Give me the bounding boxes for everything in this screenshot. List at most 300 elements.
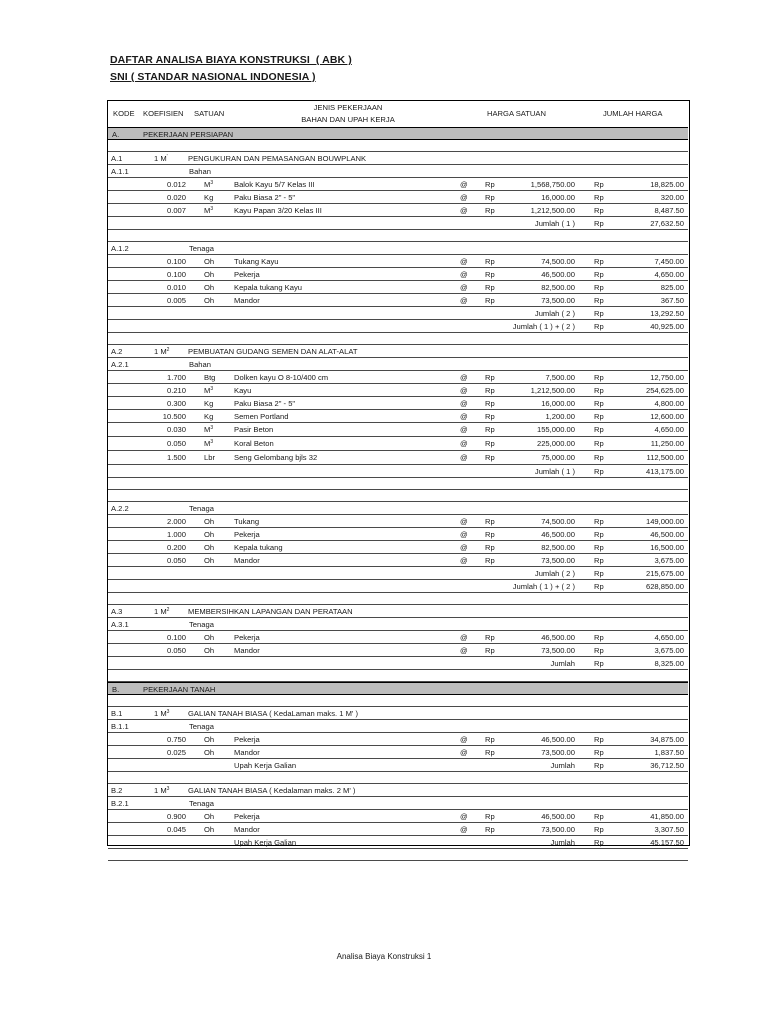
item-row (108, 451, 688, 465)
task-code: A.1 (111, 154, 123, 163)
item-koefisien: 0.100 (166, 257, 186, 266)
total-currency: Rp (594, 569, 604, 578)
subgroup-code: A.1.1 (111, 167, 129, 176)
item-unit-price: 73,500.00 (541, 646, 575, 655)
total-currency: Rp (594, 659, 604, 668)
item-at-sign: @ (460, 412, 468, 421)
item-amount: 11,250.00 (650, 439, 684, 448)
total-description: Upah Kerja Galian (234, 838, 297, 847)
spacer-row (108, 478, 688, 490)
subgroup-code: B.1.1 (111, 722, 129, 731)
item-koefisien: 0.045 (166, 825, 186, 834)
header-jenis-pekerjaan: JENIS PEKERJAAN (313, 103, 383, 112)
total-currency: Rp (594, 582, 604, 591)
document-title: DAFTAR ANALISA BIAYA KONSTRUKSI ( ABK ) (110, 54, 352, 66)
item-currency: Rp (594, 373, 604, 382)
item-amount: 149,000.00 (645, 517, 684, 526)
item-unit-price: 46,500.00 (541, 735, 575, 744)
item-at-sign: @ (460, 646, 468, 655)
item-unit-price: 73,500.00 (541, 825, 575, 834)
item-row (108, 191, 688, 204)
subgroup-label: Tenaga (189, 244, 214, 253)
total-amount: 45,157.50 (650, 838, 684, 847)
total-amount: 8,325.00 (654, 659, 684, 668)
item-koefisien: 2.000 (166, 517, 186, 526)
item-currency: Rp (485, 399, 495, 408)
item-at-sign: @ (460, 373, 468, 382)
task-title: PEMBUATAN GUDANG SEMEN DAN ALAT-ALAT (188, 347, 358, 356)
item-row (108, 423, 688, 437)
total-label: Jumlah (550, 838, 575, 847)
item-currency: Rp (485, 270, 495, 279)
item-koefisien: 1.500 (166, 453, 186, 462)
total-currency: Rp (594, 838, 604, 847)
item-description: Kepala tukang Kayu (234, 283, 302, 292)
item-unit-price: 1,212,500.00 (530, 386, 575, 395)
spacer-row (108, 670, 688, 682)
item-amount: 3,675.00 (654, 646, 684, 655)
item-currency: Rp (485, 283, 495, 292)
item-row (108, 823, 688, 836)
item-unit-price: 74,500.00 (541, 257, 575, 266)
item-description: Semen Portland (234, 412, 289, 421)
spacer-row (108, 333, 688, 345)
table-header (108, 101, 688, 128)
subgroup-label: Tenaga (189, 504, 214, 513)
item-satuan: $M^3$ (204, 386, 214, 395)
task-row (108, 707, 688, 720)
task-row (108, 152, 688, 165)
subgroup-code: A.1.2 (111, 244, 129, 253)
subgroup-row (108, 502, 688, 515)
task-code: A.3 (111, 607, 123, 616)
item-description: Balok Kayu 5/7 Kelas III (234, 180, 315, 189)
item-row (108, 541, 688, 554)
page-footer: Analisa Biaya Konstruksi 1 (336, 952, 432, 961)
item-satuan: Oh (204, 646, 215, 655)
item-amount: 254,625.00 (645, 386, 684, 395)
item-satuan: Oh (204, 748, 215, 757)
item-unit-price: 46,500.00 (541, 812, 575, 821)
item-amount: 4,650.00 (654, 425, 684, 434)
task-unit: 1 $M^2$ (154, 607, 170, 616)
item-row (108, 810, 688, 823)
item-description: Seng Gelombang bjls 32 (234, 453, 318, 462)
subgroup-code: A.3.1 (111, 620, 129, 629)
item-unit-price: 46,500.00 (541, 530, 575, 539)
item-currency: Rp (485, 193, 495, 202)
item-currency: Rp (485, 543, 495, 552)
item-koefisien: 0.300 (166, 399, 186, 408)
item-currency: Rp (594, 646, 604, 655)
task-code: A.2 (111, 347, 123, 356)
item-satuan: Oh (204, 735, 215, 744)
task-code: B.1 (111, 709, 123, 718)
item-currency: Rp (485, 453, 495, 462)
item-koefisien: 0.025 (166, 748, 186, 757)
item-unit-price: 75,000.00 (541, 453, 575, 462)
section-code: A. (112, 130, 120, 139)
item-currency: Rp (594, 633, 604, 642)
item-amount: 1,837.50 (654, 748, 684, 757)
total-amount: 215,675.00 (645, 569, 684, 578)
spacer-row (108, 849, 688, 861)
task-unit: 1 $M^3$ (154, 786, 170, 795)
item-row (108, 515, 688, 528)
item-row (108, 528, 688, 541)
item-currency: Rp (485, 646, 495, 655)
item-amount: 18,825.00 (650, 180, 684, 189)
item-description: Pekerja (234, 270, 260, 279)
item-row (108, 384, 688, 397)
task-title: GALIAN TANAH BIASA ( KedaLaman maks. 1 M' ) (188, 709, 358, 718)
item-currency: Rp (485, 825, 495, 834)
item-row (108, 437, 688, 451)
item-amount: 4,650.00 (654, 633, 684, 642)
item-koefisien: 0.010 (166, 283, 186, 292)
item-at-sign: @ (460, 556, 468, 565)
total-amount: 13,292.50 (650, 309, 684, 318)
total-row (108, 836, 688, 849)
item-satuan: Oh (204, 633, 215, 642)
item-description: Kepala tukang (234, 543, 283, 552)
item-currency: Rp (485, 735, 495, 744)
total-currency: Rp (594, 761, 604, 770)
item-currency: Rp (594, 543, 604, 552)
item-satuan: Btg (204, 373, 216, 382)
item-at-sign: @ (460, 453, 468, 462)
total-label: Jumlah ( 1 ) (534, 467, 575, 476)
item-koefisien: 0.900 (166, 812, 186, 821)
item-koefisien: 0.050 (166, 646, 186, 655)
total-label: Jumlah ( 1 ) (534, 219, 575, 228)
item-at-sign: @ (460, 735, 468, 744)
item-at-sign: @ (460, 283, 468, 292)
item-at-sign: @ (460, 543, 468, 552)
item-unit-price: 46,500.00 (541, 633, 575, 642)
section-title: PEKERJAAN PERSIAPAN (143, 130, 234, 139)
item-currency: Rp (594, 556, 604, 565)
item-at-sign: @ (460, 425, 468, 434)
subgroup-label: Bahan (189, 167, 211, 176)
item-row (108, 644, 688, 657)
item-koefisien: 0.050 (166, 556, 186, 565)
item-amount: 41,850.00 (650, 812, 684, 821)
total-label: Jumlah ( 1 ) + ( 2 ) (512, 322, 575, 331)
item-description: Pekerja (234, 812, 260, 821)
item-description: Pekerja (234, 633, 260, 642)
item-unit-price: 82,500.00 (541, 543, 575, 552)
item-description: Mandor (234, 748, 260, 757)
item-currency: Rp (485, 373, 495, 382)
item-currency: Rp (594, 530, 604, 539)
header-harga-satuan: HARGA SATUAN (487, 109, 546, 118)
total-label: Jumlah (550, 659, 575, 668)
item-unit-price: 46,500.00 (541, 270, 575, 279)
item-description: Pekerja (234, 530, 260, 539)
item-satuan: Oh (204, 257, 215, 266)
item-at-sign: @ (460, 386, 468, 395)
item-currency: Rp (594, 399, 604, 408)
item-satuan: $M^3$ (204, 180, 214, 189)
item-satuan: Oh (204, 556, 215, 565)
item-row (108, 371, 688, 384)
subgroup-row (108, 358, 688, 371)
task-row (108, 345, 688, 358)
item-amount: 4,650.00 (654, 270, 684, 279)
item-currency: Rp (594, 517, 604, 526)
item-currency: Rp (485, 386, 495, 395)
task-title: MEMBERSIHKAN LAPANGAN DAN PERATAAN (188, 607, 353, 616)
item-koefisien: 0.100 (166, 270, 186, 279)
item-currency: Rp (594, 296, 604, 305)
task-unit: 1 $M^2$ (154, 347, 170, 356)
item-row (108, 281, 688, 294)
total-currency: Rp (594, 219, 604, 228)
total-row (108, 759, 688, 772)
item-at-sign: @ (460, 748, 468, 757)
item-amount: 3,675.00 (654, 556, 684, 565)
item-row (108, 554, 688, 567)
item-row (108, 204, 688, 217)
item-description: Dolken kayu O 8-10/400 cm (234, 373, 329, 382)
item-unit-price: 73,500.00 (541, 556, 575, 565)
total-row (108, 657, 688, 670)
item-amount: 320.00 (660, 193, 684, 202)
item-currency: Rp (594, 270, 604, 279)
item-description: Mandor (234, 646, 260, 655)
subgroup-row (108, 618, 688, 631)
item-currency: Rp (594, 283, 604, 292)
task-code: B.2 (111, 786, 123, 795)
spacer-row (108, 490, 688, 502)
header-bahan-upah: BAHAN DAN UPAH KERJA (301, 115, 395, 124)
item-unit-price: 73,500.00 (541, 748, 575, 757)
task-row (108, 784, 688, 797)
item-satuan: $M^3$ (204, 439, 214, 448)
item-amount: 34,875.00 (650, 735, 684, 744)
total-currency: Rp (594, 322, 604, 331)
header-satuan: SATUAN (194, 109, 225, 118)
item-currency: Rp (594, 386, 604, 395)
item-row (108, 733, 688, 746)
spacer-row (108, 593, 688, 605)
total-amount: 413,175.00 (645, 467, 684, 476)
item-at-sign: @ (460, 257, 468, 266)
item-at-sign: @ (460, 180, 468, 189)
subgroup-label: Tenaga (189, 722, 214, 731)
task-title: PENGUKURAN DAN PEMASANGAN BOUWPLANK (188, 154, 367, 163)
item-currency: Rp (485, 257, 495, 266)
item-at-sign: @ (460, 399, 468, 408)
item-unit-price: 1,200.00 (545, 412, 575, 421)
item-unit-price: 155,000.00 (536, 425, 575, 434)
item-description: Pekerja (234, 735, 260, 744)
item-satuan: Kg (204, 193, 214, 202)
item-currency: Rp (594, 825, 604, 834)
item-koefisien: 0.030 (166, 425, 186, 434)
total-row (108, 465, 688, 478)
item-currency: Rp (485, 517, 495, 526)
item-satuan: $M^3$ (204, 425, 214, 434)
header-jumlah-harga: JUMLAH HARGA (603, 109, 663, 118)
item-description: Koral Beton (234, 439, 274, 448)
item-row (108, 631, 688, 644)
item-unit-price: 1,212,500.00 (530, 206, 575, 215)
item-koefisien: 0.007 (166, 206, 186, 215)
total-description: Upah Kerja Galian (234, 761, 297, 770)
item-satuan: Lbr (204, 453, 215, 462)
item-row (108, 746, 688, 759)
item-at-sign: @ (460, 530, 468, 539)
item-unit-price: 7,500.00 (545, 373, 575, 382)
item-currency: Rp (485, 412, 495, 421)
total-label: Jumlah ( 2 ) (534, 309, 575, 318)
item-description: Kayu (234, 386, 252, 395)
item-description: Mandor (234, 825, 260, 834)
item-satuan: Oh (204, 296, 215, 305)
item-amount: 4,800.00 (654, 399, 684, 408)
item-koefisien: 1.000 (166, 530, 186, 539)
task-unit: 1 $M^3$ (154, 709, 170, 718)
item-currency: Rp (485, 812, 495, 821)
item-currency: Rp (594, 193, 604, 202)
item-currency: Rp (594, 412, 604, 421)
task-title: GALIAN TANAH BIASA ( Kedalaman maks. 2 M' ) (188, 786, 356, 795)
item-currency: Rp (594, 735, 604, 744)
section-title: PEKERJAAN TANAH (143, 685, 216, 694)
subgroup-label: Tenaga (189, 799, 214, 808)
total-amount: 36,712.50 (650, 761, 684, 770)
item-currency: Rp (485, 180, 495, 189)
item-satuan: Oh (204, 812, 215, 821)
document-subtitle: SNI ( STANDAR NASIONAL INDONESIA ) (110, 71, 316, 83)
item-amount: 16,500.00 (650, 543, 684, 552)
item-unit-price: 1,568,750.00 (530, 180, 575, 189)
item-currency: Rp (485, 439, 495, 448)
total-row (108, 217, 688, 230)
item-unit-price: 16,000.00 (541, 193, 575, 202)
spacer-row (108, 772, 688, 784)
item-satuan: Oh (204, 283, 215, 292)
item-koefisien: 0.005 (166, 296, 186, 305)
subgroup-label: Tenaga (189, 620, 214, 629)
item-satuan: Kg (204, 412, 214, 421)
item-row (108, 410, 688, 423)
item-amount: 112,500.00 (646, 453, 684, 462)
section-row (108, 127, 688, 140)
item-amount: 367.50 (660, 296, 684, 305)
item-at-sign: @ (460, 825, 468, 834)
item-satuan: $M^3$ (204, 206, 214, 215)
total-currency: Rp (594, 309, 604, 318)
item-at-sign: @ (460, 296, 468, 305)
item-currency: Rp (485, 425, 495, 434)
item-currency: Rp (485, 530, 495, 539)
item-currency: Rp (594, 180, 604, 189)
header-kode: KODE (113, 109, 135, 118)
item-currency: Rp (485, 748, 495, 757)
item-currency: Rp (485, 206, 495, 215)
item-description: Paku Biasa 2" - 5" (234, 399, 296, 408)
total-row (108, 320, 688, 333)
item-description: Tukang Kayu (234, 257, 279, 266)
item-currency: Rp (594, 439, 604, 448)
spacer-row (108, 140, 688, 152)
item-description: Pasir Beton (234, 425, 274, 434)
item-at-sign: @ (460, 193, 468, 202)
item-amount: 8,487.50 (654, 206, 684, 215)
item-amount: 825.00 (660, 283, 684, 292)
item-unit-price: 82,500.00 (541, 283, 575, 292)
item-koefisien: 0.100 (166, 633, 186, 642)
task-unit: 1 M' (154, 154, 168, 163)
subgroup-row (108, 720, 688, 733)
item-currency: Rp (594, 812, 604, 821)
item-amount: 7,450.00 (654, 257, 684, 266)
item-amount: 46,500.00 (650, 530, 684, 539)
item-at-sign: @ (460, 812, 468, 821)
item-at-sign: @ (460, 439, 468, 448)
item-koefisien: 0.012 (166, 180, 186, 189)
item-currency: Rp (594, 425, 604, 434)
spacer-row (108, 230, 688, 242)
item-currency: Rp (485, 633, 495, 642)
analysis-table (107, 100, 690, 846)
subgroup-code: A.2.2 (111, 504, 129, 513)
item-at-sign: @ (460, 270, 468, 279)
task-row (108, 605, 688, 618)
item-koefisien: 1.700 (166, 373, 186, 382)
total-label: Jumlah ( 2 ) (534, 569, 575, 578)
item-row (108, 255, 688, 268)
item-description: Tukang (234, 517, 260, 526)
section-code: B. (112, 685, 120, 694)
item-row (108, 268, 688, 281)
subgroup-row (108, 165, 688, 178)
item-unit-price: 74,500.00 (541, 517, 575, 526)
subgroup-code: B.2.1 (111, 799, 129, 808)
total-currency: Rp (594, 467, 604, 476)
item-koefisien: 10.500 (162, 412, 186, 421)
spacer-row (108, 695, 688, 707)
total-label: Jumlah (550, 761, 575, 770)
item-currency: Rp (594, 206, 604, 215)
item-satuan: Kg (204, 399, 214, 408)
item-koefisien: 0.020 (166, 193, 186, 202)
item-currency: Rp (594, 257, 604, 266)
item-currency: Rp (594, 748, 604, 757)
item-at-sign: @ (460, 206, 468, 215)
item-row (108, 178, 688, 191)
total-amount: 40,925.00 (650, 322, 684, 331)
section-row (108, 682, 688, 695)
item-amount: 12,750.00 (650, 373, 684, 382)
item-unit-price: 16,000.00 (541, 399, 575, 408)
subgroup-code: A.2.1 (111, 360, 129, 369)
item-satuan: Oh (204, 530, 215, 539)
item-description: Mandor (234, 556, 260, 565)
item-description: Paku Biasa 2" - 5" (234, 193, 296, 202)
item-koefisien: 0.750 (166, 735, 186, 744)
item-row (108, 294, 688, 307)
subgroup-row (108, 797, 688, 810)
document-titles (110, 52, 352, 86)
total-amount: 628,850.00 (645, 582, 684, 591)
item-currency: Rp (485, 556, 495, 565)
item-koefisien: 0.210 (166, 386, 186, 395)
total-row (108, 567, 688, 580)
